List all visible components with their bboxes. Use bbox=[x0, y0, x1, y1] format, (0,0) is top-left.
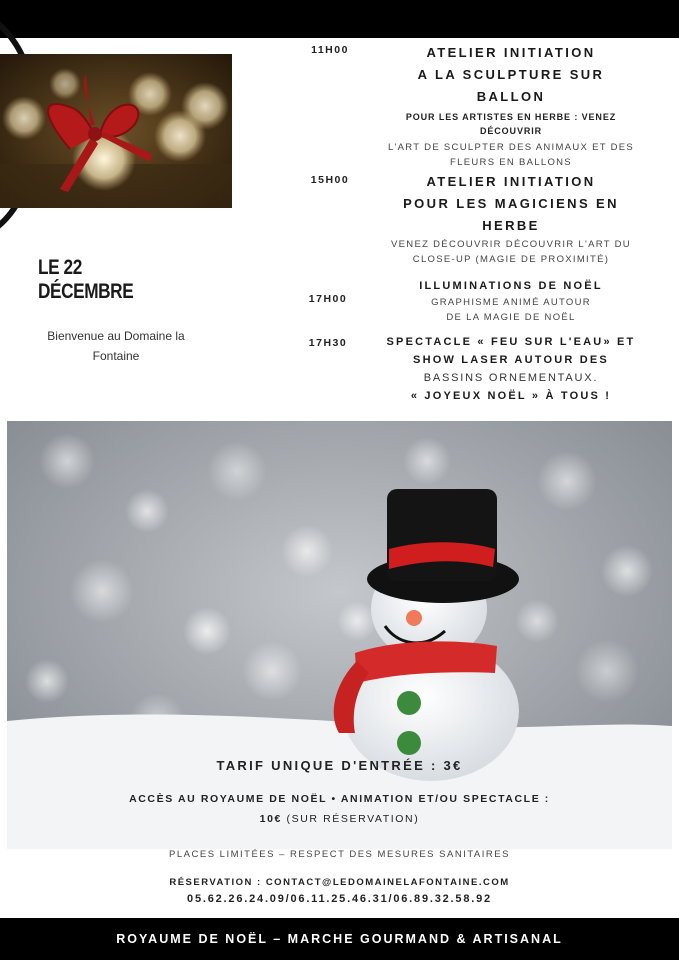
event-3-title: ILLUMINATIONS DE NOËL bbox=[419, 280, 603, 292]
event-3 bbox=[370, 277, 652, 325]
phone-numbers: 05.62.26.24.09/06.11.25.46.31/06.89.32.58.92 bbox=[187, 893, 492, 905]
footer-title: ROYAUME DE NOËL – MARCHE GOURMAND & ARTISANAL bbox=[116, 932, 563, 946]
event-3-desc-line: GRAPHISME ANIMÉ AUTOUR bbox=[431, 297, 591, 308]
event-4-line: SHOW LASER AUTOUR DES bbox=[413, 354, 609, 366]
footer-bar bbox=[0, 918, 679, 960]
event-date: LE 22 DÉCEMBRE bbox=[38, 256, 134, 303]
event-time-2: 15H00 bbox=[310, 174, 350, 186]
reservation-contact: RÉSERVATION : CONTACT@LEDOMAINELAFONTAINE.COM bbox=[169, 877, 510, 888]
event-3-desc-line: DE LA MAGIE DE NOËL bbox=[446, 312, 576, 323]
single-entry-price: TARIF UNIQUE D'ENTRÉE : 3€ bbox=[216, 758, 463, 773]
event-2-title-line: HERBE bbox=[482, 218, 540, 233]
access-note: (SUR RÉSERVATION) bbox=[282, 813, 420, 825]
event-1-subtitle-line: POUR LES ARTISTES EN HERBE : VENEZ bbox=[405, 112, 617, 122]
limited-places-notice: PLACES LIMITÉES – RESPECT DES MESURES SANITAIRES bbox=[169, 849, 510, 860]
event-time-3: 17H00 bbox=[308, 293, 348, 305]
event-2-desc-line: VENEZ DÉCOUVRIR DÉCOUVRIR L'ART DU bbox=[391, 239, 631, 250]
event-2 bbox=[370, 171, 652, 267]
event-1-desc-line: L'ART DE SCULPTER DES ANIMAUX ET DES bbox=[387, 142, 635, 153]
event-2-title-line: POUR LES MAGICIENS EN bbox=[403, 196, 619, 211]
ornament-photo bbox=[0, 54, 232, 208]
access-price-value: 10€ bbox=[259, 813, 282, 825]
event-1-title-line: BALLON bbox=[476, 89, 546, 104]
event-2-title-line: ATELIER INITIATION bbox=[426, 174, 596, 189]
event-time-4: 17H30 bbox=[308, 337, 348, 349]
event-time-1: 11H00 bbox=[311, 44, 349, 56]
event-1-title-line: A LA SCULPTURE SUR bbox=[417, 67, 605, 82]
event-1-subtitle-line: DÉCOUVRIR bbox=[479, 126, 543, 136]
event-1-title-line: ATELIER INITIATION bbox=[426, 45, 596, 60]
event-4-line: BASSINS ORNEMENTAUX. bbox=[423, 372, 599, 384]
pricing-section bbox=[7, 758, 672, 829]
event-4-line: SPECTACLE « FEU SUR L'EAU» ET bbox=[386, 336, 636, 348]
top-bar bbox=[0, 0, 679, 38]
event-4 bbox=[370, 333, 652, 405]
event-2-desc-line: CLOSE-UP (MAGIE DE PROXIMITÉ) bbox=[412, 254, 610, 265]
access-label: ACCÈS AU ROYAUME DE NOËL • ANIMATION ET/OU SPECTACLE : bbox=[129, 793, 550, 805]
access-price bbox=[7, 789, 672, 829]
event-4-line: « JOYEUX NOËL » À TOUS ! bbox=[410, 390, 612, 402]
welcome-text: Bienvenue au Domaine la Fontaine bbox=[47, 329, 185, 363]
event-1 bbox=[370, 42, 652, 170]
event-1-desc-line: FLEURS EN BALLONS bbox=[450, 157, 572, 168]
